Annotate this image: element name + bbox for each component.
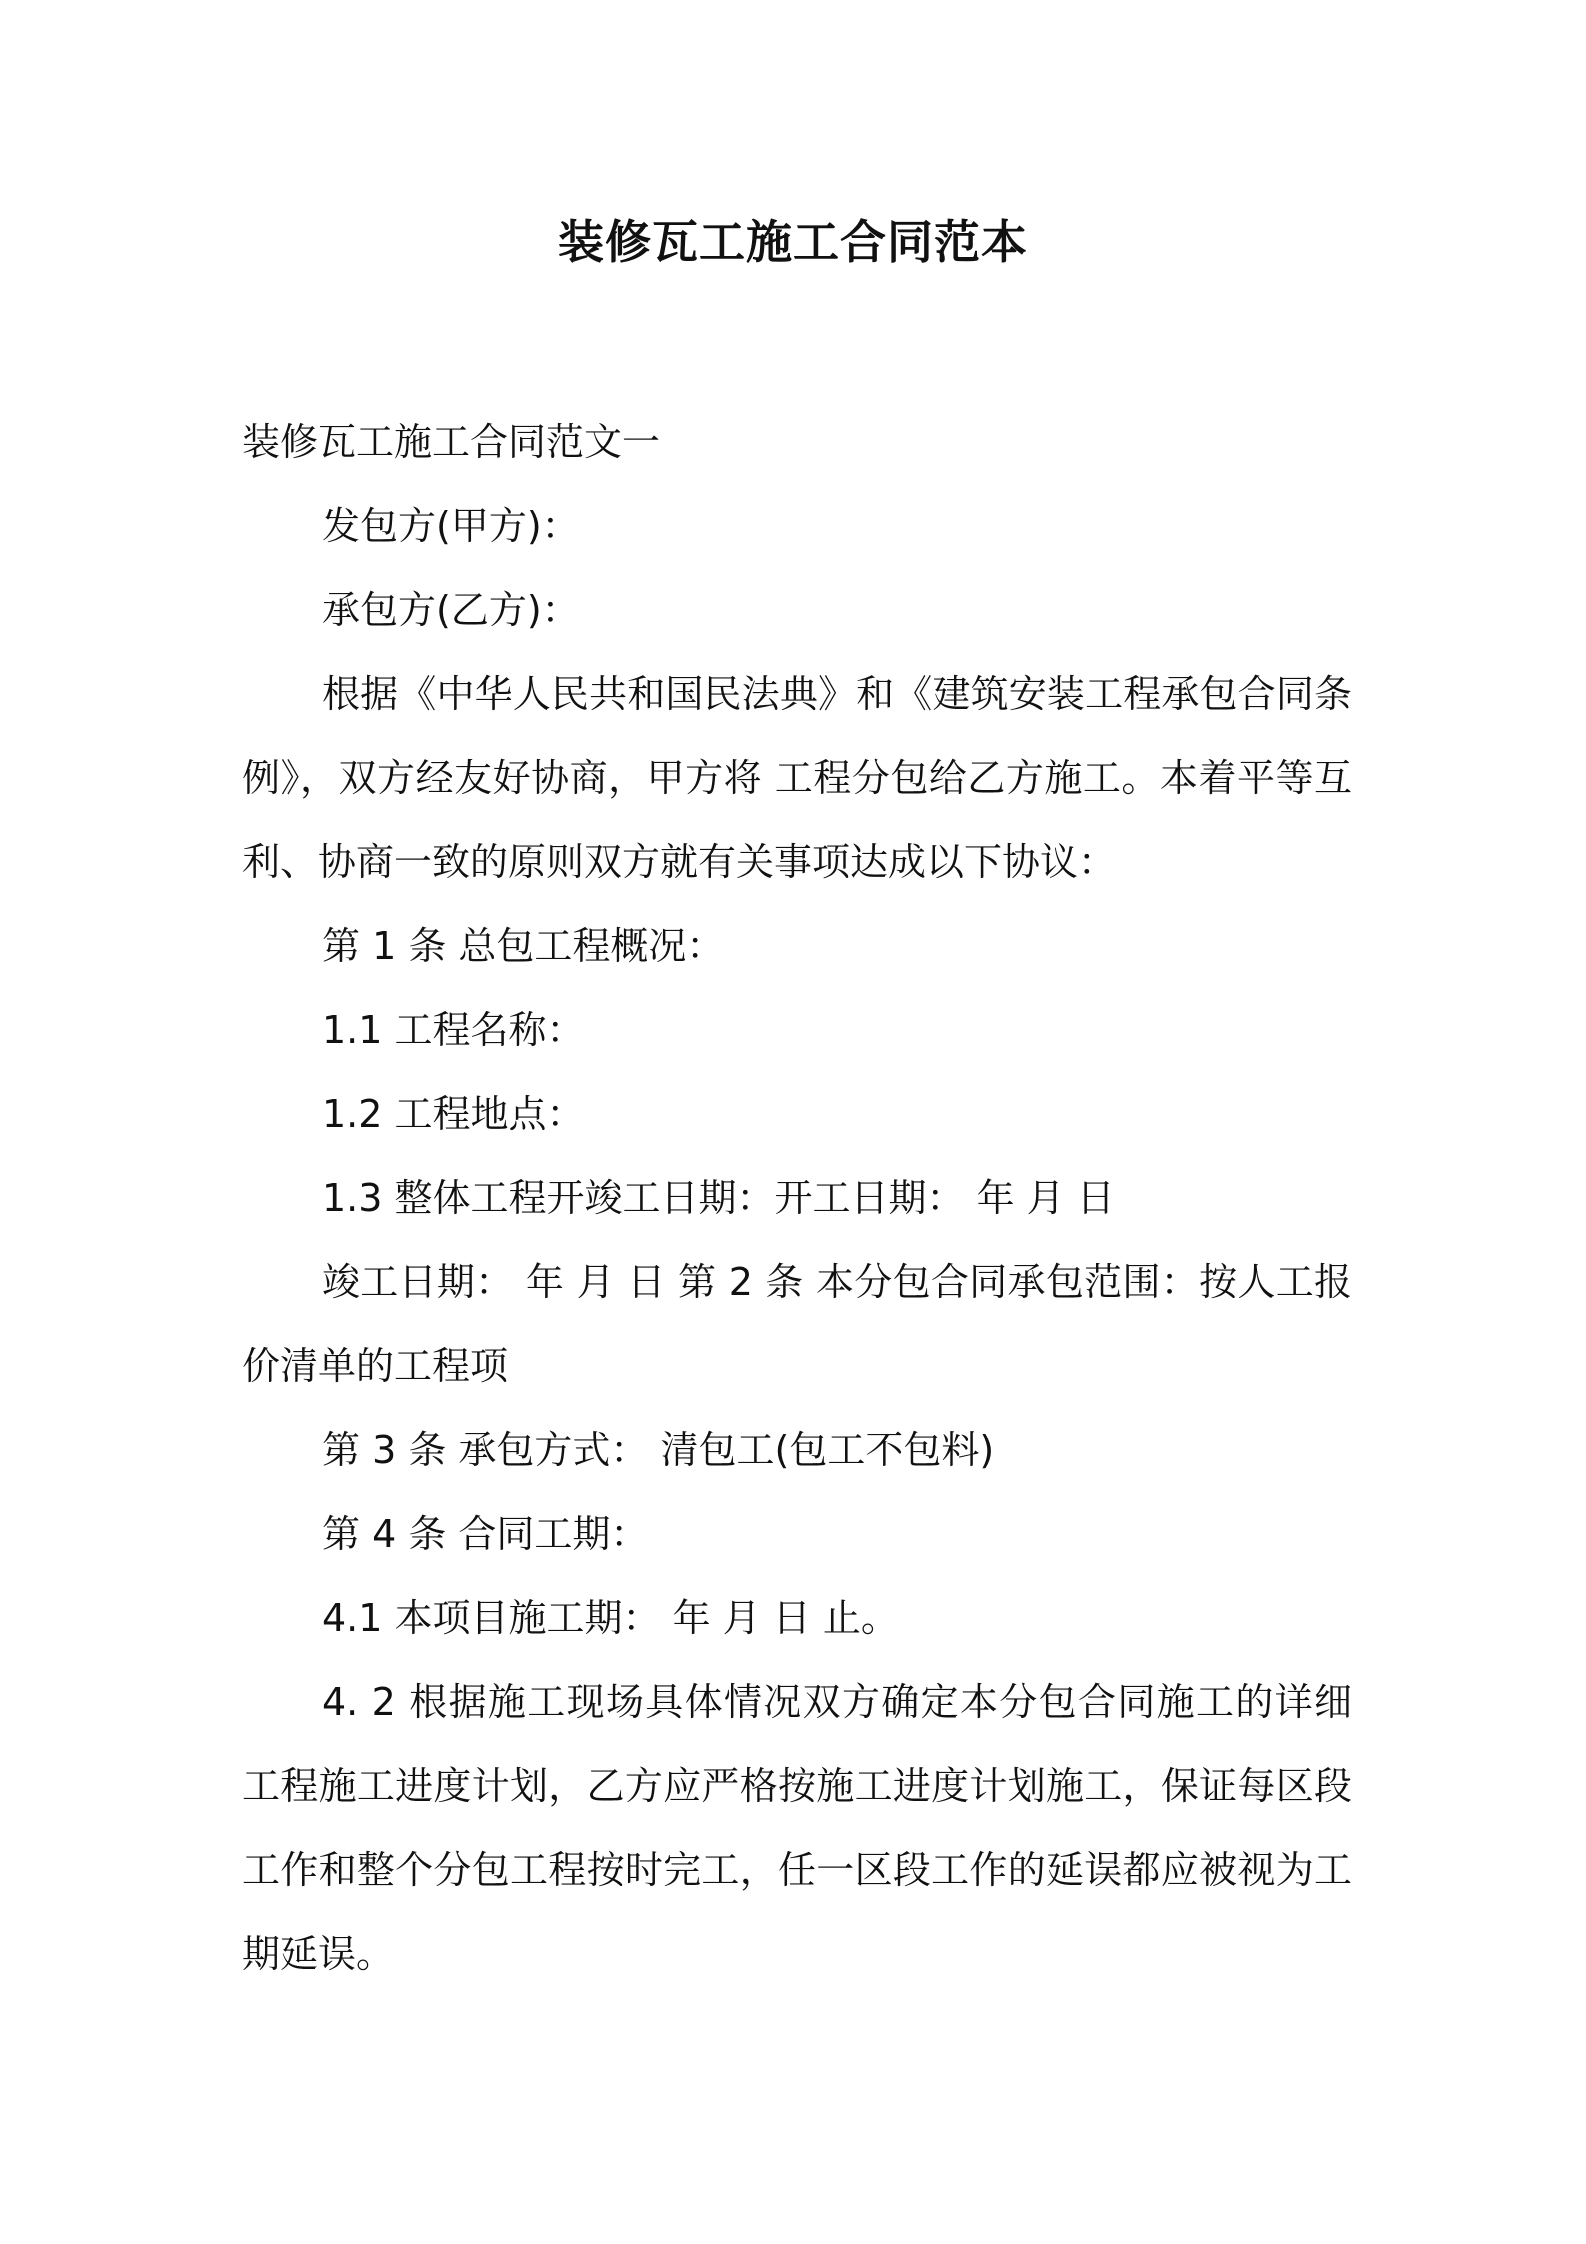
party-b-line: 承包方(乙方)： [322, 588, 580, 632]
document-body [242, 400, 1352, 1996]
clause-4-2: 4. 2 根据施工现场具体情况双方确定本分包合同施工的详细工程施工进度计划，乙方应严格按施工进度计划施工，保证每区段工作和整个分包工程按时完工，任一区段工作的延误都应被视为工期延误。 [242, 1680, 1352, 1976]
clause-1-2: 1.2 工程地点： [322, 1092, 585, 1136]
party-a-line: 发包方(甲方)： [322, 504, 580, 548]
article-4-heading: 第 4 条 合同工期： [322, 1512, 649, 1556]
completion-date-and-article-2: 竣工日期： 年 月 日 第 2 条 本分包合同承包范围：按人工报价清单的工程项 [242, 1260, 1352, 1388]
clause-1-3: 1.3 整体工程开竣工日期：开工日期： 年 月 日 [322, 1176, 1115, 1220]
article-1-heading: 第 1 条 总包工程概况： [322, 924, 725, 968]
clause-4-1: 4.1 本项目施工期： 年 月 日 止。 [322, 1596, 899, 1640]
article-3: 第 3 条 承包方式： 清包工(包工不包料) [322, 1428, 995, 1472]
section-heading: 装修瓦工施工合同范文一 [242, 420, 661, 464]
clause-1-1: 1.1 工程名称： [322, 1008, 585, 1052]
preamble-paragraph: 根据《中华人民共和国民法典》和《建筑安装工程承包合同条例》，双方经友好协商，甲方将 工程分包给乙方施工。本着平等互利、协商一致的原则双方就有关事项达成以下协议： [242, 672, 1352, 884]
document-title: 装修瓦工施工合同范本 [558, 215, 1028, 269]
